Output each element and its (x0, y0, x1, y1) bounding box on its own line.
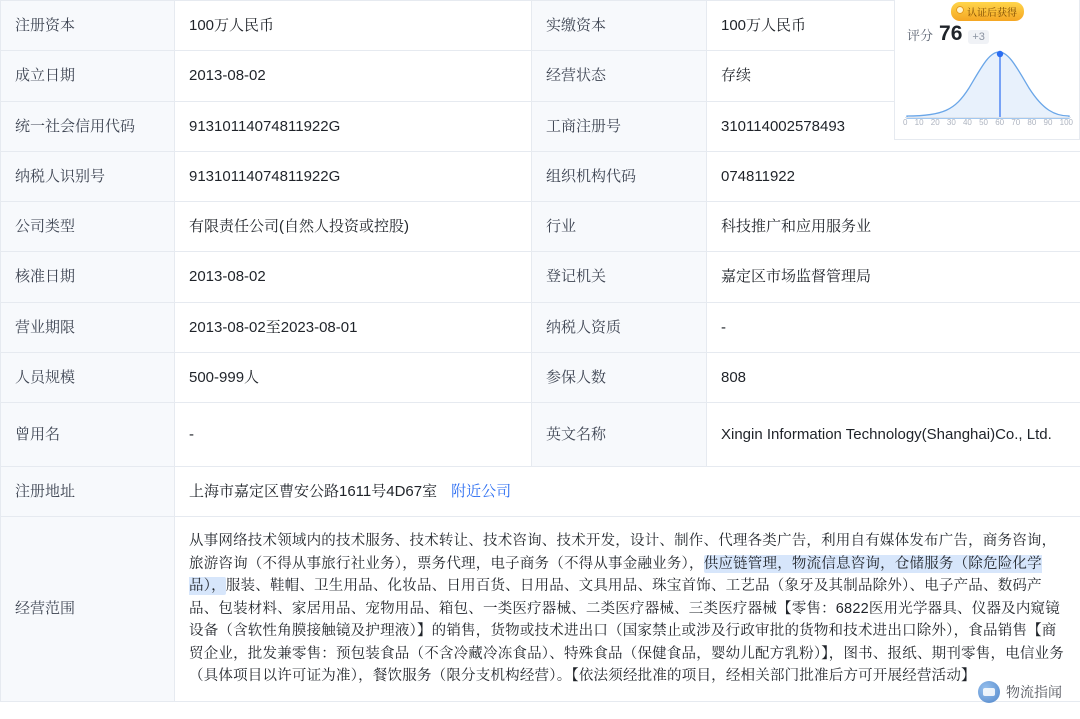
nearby-companies-link[interactable]: 附近公司 (451, 483, 512, 500)
row-label-establish-date: 成立日期 (1, 51, 175, 101)
row-label-insured-count: 参保人数 (532, 352, 707, 402)
tick-7: 70 (1011, 118, 1021, 127)
row-value-business-status: 存续 (707, 51, 1080, 101)
scope-text-part2: 服装、鞋帽、卫生用品、化妆品、日用百货、日用品、文具用品、珠宝首饰、工艺品（象牙及其制品除外）、电子产品、数码产品、包装材料、家居用品、宠物用品、箱包、一类医疗器械、二类医疗器械、三类医疗器械【零售：6822医用光学器具、仪器及内窥镜设备（含软性角膜接触镜及护理液）】的销售，货物或技术进出口（国家禁止或涉及行政审批的货物和技术进出口除外），食品销售【商贸企业，批发兼零售：预包装食品（不含冷藏冷冻食品）、特殊食品（保健食品，婴幼儿配方乳粉）】，图书、报纸、期刊零售，电信业务（具体项目以许可证为准），餐饮服务（限分支机构经营）。【依法须经批准的项目，经相关部门批准后方可开展经营活动】 (189, 578, 1064, 685)
row-value-taxpayer-id: 91310114074811922G (175, 151, 532, 201)
rating-widget (894, 0, 1080, 140)
row-label-paid-capital: 实缴资本 (532, 1, 707, 51)
row-label-registration-authority: 登记机关 (532, 252, 707, 302)
row-value-english-name: Xingin Information Technology(Shanghai)Co., Ltd. (707, 403, 1080, 467)
table-row (1, 403, 1080, 467)
tick-8: 80 (1027, 118, 1037, 127)
chart-axis-ticks (903, 118, 1073, 127)
row-label-credit-code: 统一社会信用代码 (1, 101, 175, 151)
scope-text-part1: 从事网络技术领域内的技术服务、技术转让、技术咨询、技术开发，设计、制作、代理各类广告，利用自有媒体发布广告，商务咨询，旅游咨询（不得从事旅行社业务），票务代理，电子商务（不得从事金融业务）， (189, 533, 1057, 572)
row-label-approval-date: 核准日期 (1, 252, 175, 302)
row-label-former-name: 曾用名 (1, 403, 175, 467)
tick-4: 40 (962, 118, 972, 127)
row-label-taxpayer-qualification: 纳税人资质 (532, 302, 707, 352)
row-value-business-scope (175, 517, 1080, 701)
row-value-former-name: - (175, 403, 532, 467)
row-label-registered-address: 注册地址 (1, 467, 175, 517)
row-label-registration-number: 工商注册号 (532, 101, 707, 151)
bell-curve-svg (903, 44, 1073, 120)
tick-6: 60 (995, 118, 1005, 127)
row-label-business-term: 营业期限 (1, 302, 175, 352)
watermark (978, 681, 1062, 703)
row-value-business-term: 2013-08-02至2023-08-01 (175, 302, 532, 352)
address-text: 上海市嘉定区曹安公路1611号4D67室 (189, 483, 438, 500)
watermark-logo-icon (978, 681, 1000, 703)
scope-text-highlight: 供应链管理，物流信息咨询，仓储服务（除危险化学品）， (189, 555, 1042, 595)
row-value-approval-date: 2013-08-02 (175, 252, 532, 302)
table-row-address (1, 467, 1080, 517)
row-value-registered-capital: 100万人民币 (175, 1, 532, 51)
row-label-industry: 行业 (532, 202, 707, 252)
row-value-registration-authority: 嘉定区市场监督管理局 (707, 252, 1080, 302)
row-value-taxpayer-qualification: - (707, 302, 1080, 352)
row-value-org-code: 074811922 (707, 151, 1080, 201)
row-value-industry: 科技推广和应用服务业 (707, 202, 1080, 252)
table-row (1, 252, 1080, 302)
row-label-taxpayer-id: 纳税人识别号 (1, 151, 175, 201)
score-delta-badge: +3 (968, 30, 989, 44)
row-value-company-type: 有限责任公司(自然人投资或控股) (175, 202, 532, 252)
row-value-establish-date: 2013-08-02 (175, 51, 532, 101)
tick-5: 50 (979, 118, 988, 127)
row-label-registered-capital: 注册资本 (1, 1, 175, 51)
row-label-staff-size: 人员规模 (1, 352, 175, 402)
watermark-text: 物流指闻 (1006, 686, 1062, 701)
row-value-staff-size: 500-999人 (175, 352, 532, 402)
row-label-business-scope: 经营范围 (1, 517, 175, 701)
score-value: 76 (939, 22, 963, 45)
certification-badge: 认证后获得 (951, 2, 1024, 21)
score-label: 评分 (907, 28, 934, 43)
row-value-paid-capital: 100万人民币 (707, 1, 1080, 51)
tick-0: 0 (903, 118, 908, 127)
row-value-registration-number: 310114002578493 (707, 101, 1080, 151)
tick-2: 20 (930, 118, 940, 127)
row-label-business-status: 经营状态 (532, 51, 707, 101)
row-value-insured-count: 808 (707, 352, 1080, 402)
tick-9: 90 (1043, 118, 1053, 127)
row-label-english-name: 英文名称 (532, 403, 707, 467)
tick-10: 100 (1059, 118, 1073, 127)
tick-1: 10 (914, 118, 924, 127)
tick-3: 30 (946, 118, 956, 127)
row-value-credit-code: 91310114074811922G (175, 101, 532, 151)
table-row-scope (1, 517, 1080, 701)
table-row (1, 202, 1080, 252)
table-row (1, 352, 1080, 402)
score-distribution-chart (903, 44, 1073, 120)
score-row (907, 22, 989, 46)
table-row (1, 302, 1080, 352)
row-label-company-type: 公司类型 (1, 202, 175, 252)
row-value-registered-address (175, 467, 1080, 517)
table-row (1, 151, 1080, 201)
row-label-org-code: 组织机构代码 (532, 151, 707, 201)
